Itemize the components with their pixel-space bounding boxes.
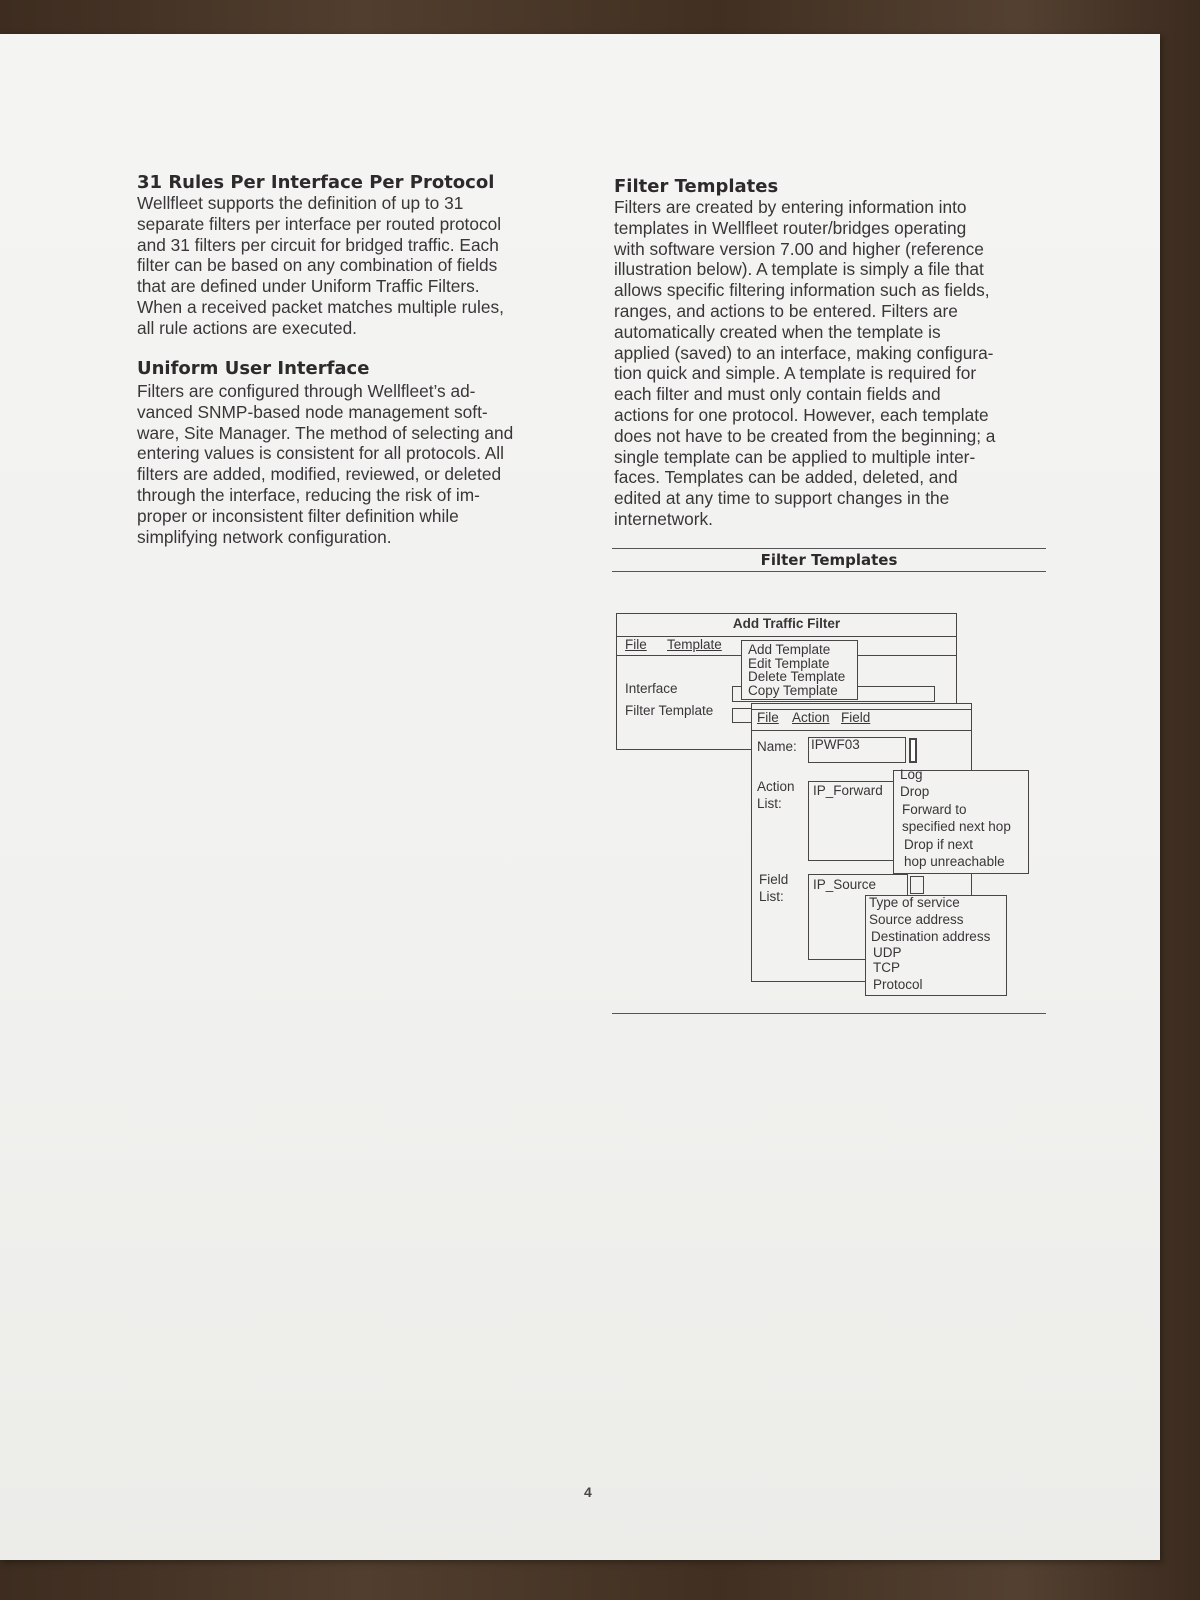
field-option-udp[interactable]: UDP	[873, 945, 902, 960]
field-list-label: Field List:	[759, 872, 789, 904]
filter-template-label: Filter Template	[625, 703, 714, 718]
action-list-label: Action List:	[757, 779, 795, 811]
window1-menu-template[interactable]: Template	[667, 637, 722, 652]
name-field-cursor-icon	[909, 738, 917, 763]
action-option-forward-to-next-hop[interactable]: Forward to specified next hop	[902, 802, 1011, 834]
action-option-drop[interactable]: Drop	[900, 784, 930, 799]
action-option-log[interactable]: Log	[900, 767, 923, 782]
add-traffic-filter-title: Add Traffic Filter	[732, 616, 841, 631]
field-option-protocol[interactable]: Protocol	[873, 977, 923, 992]
figure-title: Filter Templates	[760, 551, 898, 569]
field-option-type-of-service[interactable]: Type of service	[869, 895, 960, 910]
field-list-scroll-handle-icon[interactable]	[910, 876, 924, 894]
paragraph-filter-templates: Filters are created by entering information into templates in Wellfleet router/bridges operating with software version 7.00 and higher (reference illustration below). A template is simply a file that allows specific filtering information such as fields, ranges, and actions to be entered. Filters are automatically created when the template is applied (saved) to an interface, making configura- tion quick and simple. A template is required for each filter and must only contain fields and actions for one protocol. However, each template does not have to be created from the beginning; a single template can be applied to multiple inter- faces. Templates can be added, deleted, and edited at any time to support changes in the internetwork.	[614, 197, 996, 529]
interface-label: Interface	[625, 681, 678, 696]
heading-31-rules: 31 Rules Per Interface Per Protocol	[137, 172, 495, 193]
paragraph-uniform-user-interface: Filters are configured through Wellfleet’s ad- vanced SNMP-based node management soft- ware, Site Manager. The method of selecting and entering values is consistent for all protocols. All filters are added, modified, reviewed, or deleted through the interface, reducing the risk of im- proper or inconsistent filter definition while simplifying network configuration.	[137, 381, 514, 547]
menu-copy-template[interactable]: Copy Template	[748, 683, 838, 698]
name-field-value: IPWF03	[811, 737, 860, 752]
field-option-source-address[interactable]: Source address	[869, 912, 964, 927]
heading-filter-templates: Filter Templates	[614, 176, 779, 197]
figure-top-rule	[612, 548, 1046, 549]
figure-bottom-rule	[612, 1013, 1046, 1014]
menu-edit-template[interactable]: Edit Template	[748, 656, 830, 671]
field-list-value: IP_Source	[813, 877, 877, 892]
window1-menu-file[interactable]: File	[625, 637, 647, 652]
page-number: 4	[584, 1484, 592, 1500]
window2-menu-divider	[751, 730, 972, 731]
name-label: Name:	[757, 739, 797, 754]
window2-menu-field[interactable]: Field	[841, 710, 871, 725]
field-option-destination-address[interactable]: Destination address	[871, 929, 991, 944]
menu-delete-template[interactable]: Delete Template	[748, 669, 846, 684]
window2-menu-file[interactable]: File	[757, 710, 779, 725]
action-list-value: IP_Forward	[813, 783, 883, 798]
heading-uniform-user-interface: Uniform User Interface	[137, 358, 370, 379]
window2-menu-action[interactable]: Action	[792, 710, 830, 725]
field-option-tcp[interactable]: TCP	[873, 960, 900, 975]
figure-title-rule	[612, 571, 1046, 572]
action-option-drop-if-unreachable[interactable]: Drop if next hop unreachable	[904, 837, 1005, 869]
paragraph-31-rules: Wellfleet supports the definition of up to 31 separate filters per interface per routed protocol and 31 filters per circuit for bridged traffic. Each filter can be based on any combination of fields that are defined under Uniform Traffic Filters. When a received packet matches multiple rules, all rule actions are executed.	[137, 193, 504, 338]
menu-add-template[interactable]: Add Template	[748, 642, 831, 657]
